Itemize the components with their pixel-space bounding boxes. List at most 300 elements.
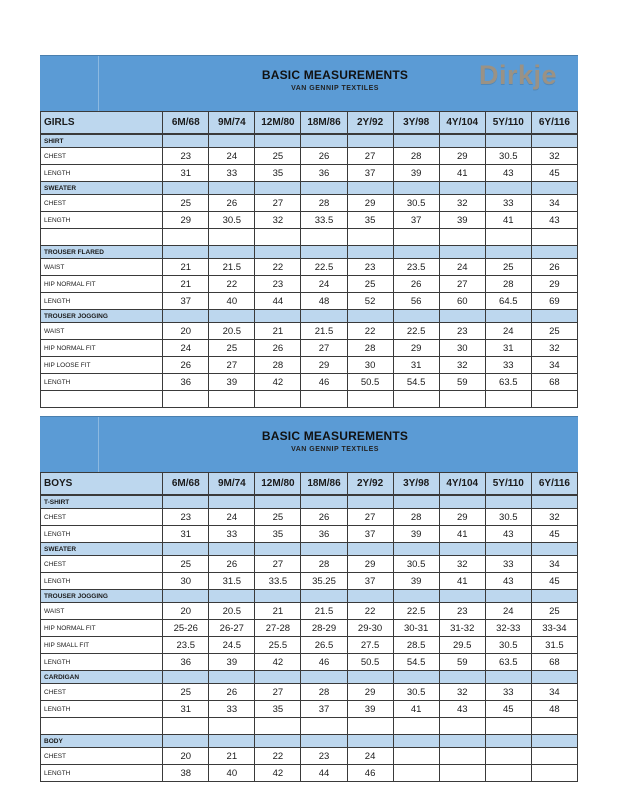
- section-cell: [393, 182, 439, 195]
- measurement-cell: 37: [347, 165, 393, 182]
- table-header-row: [41, 473, 578, 496]
- measurement-cell: 26: [531, 259, 577, 276]
- section-cell: [531, 735, 577, 748]
- measurement-row: [41, 603, 578, 620]
- section-gap: [40, 408, 578, 416]
- group-label: GIRLS: [41, 112, 163, 135]
- measurement-cell: 30: [439, 340, 485, 357]
- size-column-header: 3Y/98: [393, 112, 439, 135]
- measurement-cell: 26-27: [209, 620, 255, 637]
- measurement-cell: 33: [209, 701, 255, 718]
- measurement-cell: 63.5: [485, 374, 531, 391]
- measurement-cell: 21: [163, 276, 209, 293]
- section-cell: [439, 590, 485, 603]
- measurement-cell: 25: [163, 195, 209, 212]
- measurement-cell: 24: [439, 259, 485, 276]
- section-cell: [163, 182, 209, 195]
- section-cell: [393, 735, 439, 748]
- measurement-cell: 22.5: [301, 259, 347, 276]
- measurement-row: [41, 748, 578, 765]
- empty-cell: [485, 229, 531, 246]
- measurement-cell: 32-33: [485, 620, 531, 637]
- measurement-cell: 26: [301, 509, 347, 526]
- measurement-cell: 22: [255, 748, 301, 765]
- measurement-cell: 30-31: [393, 620, 439, 637]
- measurement-row: [41, 637, 578, 654]
- section-cell: [485, 590, 531, 603]
- section-cell: [255, 182, 301, 195]
- section-cell: [531, 495, 577, 509]
- empty-row: [41, 229, 578, 246]
- section-cell: [439, 134, 485, 148]
- measurement-cell: 25: [255, 148, 301, 165]
- row-label: WAIST: [41, 603, 163, 620]
- measurement-row: [41, 212, 578, 229]
- measurement-cell: 30.5: [485, 148, 531, 165]
- measurement-cell: 36: [163, 654, 209, 671]
- section-cell: [255, 134, 301, 148]
- empty-cell: [301, 718, 347, 735]
- empty-label-cell: [41, 718, 163, 735]
- size-column-header: 9M/74: [209, 473, 255, 496]
- empty-cell: [531, 229, 577, 246]
- group-label: BOYS: [41, 473, 163, 496]
- measurement-cell: 24: [163, 340, 209, 357]
- row-label: LENGTH: [41, 654, 163, 671]
- measurement-row: [41, 340, 578, 357]
- row-label: CHEST: [41, 684, 163, 701]
- section-cell: [531, 671, 577, 684]
- measurement-cell: 28-29: [301, 620, 347, 637]
- measurement-cell: 37: [347, 526, 393, 543]
- measurement-row: [41, 573, 578, 590]
- section-cell: [301, 543, 347, 556]
- measurement-cell: [393, 765, 439, 782]
- section-cell: [439, 543, 485, 556]
- measurement-cell: 20.5: [209, 603, 255, 620]
- measurement-cell: 43: [439, 701, 485, 718]
- section-cell: [347, 543, 393, 556]
- section-row: [41, 671, 578, 684]
- section-cell: [301, 134, 347, 148]
- section-cell: [209, 495, 255, 509]
- measurement-cell: 46: [301, 654, 347, 671]
- section-label: TROUSER FLARED: [41, 246, 163, 259]
- boys-header-band: [40, 416, 578, 472]
- measurement-cell: 33: [485, 684, 531, 701]
- measurement-row: [41, 195, 578, 212]
- empty-cell: [439, 391, 485, 408]
- measurement-cell: 36: [301, 526, 347, 543]
- measurement-cell: 35: [255, 165, 301, 182]
- measurement-cell: 35: [347, 212, 393, 229]
- empty-cell: [393, 391, 439, 408]
- section-label: CARDIGAN: [41, 671, 163, 684]
- measurement-cell: 23.5: [393, 259, 439, 276]
- measurement-cell: 29: [531, 276, 577, 293]
- measurement-cell: 37: [347, 573, 393, 590]
- measurement-cell: 39: [347, 701, 393, 718]
- measurement-cell: 43: [485, 526, 531, 543]
- empty-cell: [255, 718, 301, 735]
- section-cell: [163, 310, 209, 323]
- section-cell: [255, 543, 301, 556]
- measurement-cell: 41: [439, 573, 485, 590]
- measurement-cell: 27: [255, 195, 301, 212]
- measurement-cell: 33: [209, 526, 255, 543]
- row-label: HIP NORMAL FIT: [41, 340, 163, 357]
- measurement-cell: 25.5: [255, 637, 301, 654]
- measurement-cell: 31.5: [531, 637, 577, 654]
- measurement-cell: 27: [301, 340, 347, 357]
- measurement-cell: 25: [531, 603, 577, 620]
- section-cell: [347, 495, 393, 509]
- measurement-cell: 34: [531, 357, 577, 374]
- empty-cell: [163, 229, 209, 246]
- measurement-cell: 28: [393, 148, 439, 165]
- measurement-cell: 64.5: [485, 293, 531, 310]
- measurement-row: [41, 293, 578, 310]
- section-cell: [301, 246, 347, 259]
- measurement-row: [41, 357, 578, 374]
- section-cell: [255, 735, 301, 748]
- empty-label-cell: [41, 391, 163, 408]
- section-cell: [393, 590, 439, 603]
- section-row: [41, 182, 578, 195]
- boys-section: [40, 416, 578, 782]
- size-column-header: 18M/86: [301, 112, 347, 135]
- measurement-cell: 44: [255, 293, 301, 310]
- section-cell: [255, 246, 301, 259]
- section-row: [41, 246, 578, 259]
- row-label: CHEST: [41, 748, 163, 765]
- row-label: LENGTH: [41, 701, 163, 718]
- size-column-header: 4Y/104: [439, 473, 485, 496]
- section-cell: [393, 134, 439, 148]
- section-row: [41, 590, 578, 603]
- measurement-cell: 30: [163, 573, 209, 590]
- section-cell: [163, 246, 209, 259]
- measurement-cell: 46: [347, 765, 393, 782]
- section-cell: [209, 246, 255, 259]
- measurement-cell: 20: [163, 323, 209, 340]
- measurement-cell: 37: [163, 293, 209, 310]
- measurement-cell: 42: [255, 374, 301, 391]
- measurement-cell: 43: [485, 573, 531, 590]
- measurement-cell: 24: [485, 603, 531, 620]
- size-column-header: 4Y/104: [439, 112, 485, 135]
- section-row: [41, 495, 578, 509]
- measurement-cell: 26: [301, 148, 347, 165]
- section-label: T-SHIRT: [41, 495, 163, 509]
- measurement-cell: 34: [531, 684, 577, 701]
- measurement-cell: 59: [439, 654, 485, 671]
- row-label: LENGTH: [41, 765, 163, 782]
- measurement-cell: [439, 765, 485, 782]
- empty-cell: [301, 229, 347, 246]
- measurement-cell: 22: [255, 259, 301, 276]
- size-column-header: 6M/68: [163, 473, 209, 496]
- row-label: HIP SMALL FIT: [41, 637, 163, 654]
- measurement-row: [41, 765, 578, 782]
- measurement-cell: 40: [209, 293, 255, 310]
- measurement-cell: 31: [163, 701, 209, 718]
- measurement-cell: 32: [531, 340, 577, 357]
- measurement-cell: 32: [531, 148, 577, 165]
- section-cell: [439, 735, 485, 748]
- measurement-cell: 41: [393, 701, 439, 718]
- empty-cell: [439, 229, 485, 246]
- measurement-cell: 29: [347, 556, 393, 573]
- measurement-cell: 29: [439, 148, 485, 165]
- measurement-cell: 25: [163, 556, 209, 573]
- measurement-cell: 23: [163, 509, 209, 526]
- section-cell: [163, 590, 209, 603]
- section-cell: [347, 310, 393, 323]
- measurement-cell: 20: [163, 748, 209, 765]
- measurement-cell: 33.5: [255, 573, 301, 590]
- section-cell: [255, 495, 301, 509]
- measurement-cell: 41: [485, 212, 531, 229]
- row-label: LENGTH: [41, 165, 163, 182]
- empty-cell: [439, 718, 485, 735]
- measurement-cell: 28: [485, 276, 531, 293]
- section-cell: [393, 246, 439, 259]
- section-cell: [255, 671, 301, 684]
- measurement-row: [41, 620, 578, 637]
- empty-cell: [163, 718, 209, 735]
- measurement-cell: 23: [301, 748, 347, 765]
- measurement-cell: 68: [531, 654, 577, 671]
- size-column-header: 18M/86: [301, 473, 347, 496]
- measurement-cell: 26: [255, 340, 301, 357]
- row-label: HIP NORMAL FIT: [41, 620, 163, 637]
- section-cell: [485, 134, 531, 148]
- measurement-cell: 28: [255, 357, 301, 374]
- measurement-cell: 30.5: [485, 509, 531, 526]
- measurement-cell: 41: [439, 526, 485, 543]
- section-cell: [485, 543, 531, 556]
- size-column-header: 3Y/98: [393, 473, 439, 496]
- section-cell: [439, 495, 485, 509]
- measurement-cell: 35: [255, 701, 301, 718]
- table-subtitle: VAN GENNIP TEXTILES: [291, 446, 379, 453]
- measurement-cell: 25: [485, 259, 531, 276]
- measurement-cell: 29.5: [439, 637, 485, 654]
- table-title: BASIC MEASUREMENTS: [261, 68, 409, 82]
- measurement-row: [41, 323, 578, 340]
- measurement-cell: 45: [531, 165, 577, 182]
- row-label: WAIST: [41, 323, 163, 340]
- measurement-cell: 43: [485, 165, 531, 182]
- measurement-cell: 28.5: [393, 637, 439, 654]
- empty-cell: [163, 391, 209, 408]
- empty-cell: [209, 391, 255, 408]
- measurement-cell: 25: [163, 684, 209, 701]
- section-label: SWEATER: [41, 543, 163, 556]
- row-label: HIP LOOSE FIT: [41, 357, 163, 374]
- measurement-cell: 30: [347, 357, 393, 374]
- row-label: LENGTH: [41, 212, 163, 229]
- measurement-cell: [485, 765, 531, 782]
- measurement-cell: 21: [163, 259, 209, 276]
- empty-cell: [255, 229, 301, 246]
- section-cell: [531, 310, 577, 323]
- section-cell: [209, 134, 255, 148]
- measurement-row: [41, 684, 578, 701]
- measurement-cell: 25: [209, 340, 255, 357]
- measurement-cell: [531, 765, 577, 782]
- boys-size-table: [40, 472, 578, 782]
- section-cell: [485, 671, 531, 684]
- section-cell: [531, 543, 577, 556]
- measurement-cell: 45: [531, 573, 577, 590]
- measurement-cell: 21.5: [301, 323, 347, 340]
- measurement-cell: 25: [255, 509, 301, 526]
- section-row: [41, 543, 578, 556]
- measurement-cell: 44: [301, 765, 347, 782]
- section-cell: [485, 246, 531, 259]
- measurement-cell: 24: [301, 276, 347, 293]
- size-column-header: 12M/80: [255, 473, 301, 496]
- measurement-cell: 36: [163, 374, 209, 391]
- girls-size-table: [40, 111, 578, 408]
- empty-cell: [393, 229, 439, 246]
- section-cell: [163, 735, 209, 748]
- measurement-cell: 56: [393, 293, 439, 310]
- section-cell: [393, 310, 439, 323]
- empty-cell: [393, 718, 439, 735]
- section-cell: [485, 182, 531, 195]
- empty-cell: [531, 718, 577, 735]
- section-cell: [301, 495, 347, 509]
- measurement-cell: 29: [301, 357, 347, 374]
- row-label: WAIST: [41, 259, 163, 276]
- measurement-cell: 31: [485, 340, 531, 357]
- row-label: LENGTH: [41, 573, 163, 590]
- measurement-cell: 27-28: [255, 620, 301, 637]
- measurement-row: [41, 509, 578, 526]
- section-cell: [163, 543, 209, 556]
- measurement-cell: 33-34: [531, 620, 577, 637]
- measurement-cell: 52: [347, 293, 393, 310]
- section-cell: [347, 735, 393, 748]
- size-column-header: 5Y/110: [485, 112, 531, 135]
- measurement-row: [41, 654, 578, 671]
- section-cell: [255, 590, 301, 603]
- measurement-cell: 36: [301, 165, 347, 182]
- measurement-cell: 35.25: [301, 573, 347, 590]
- section-cell: [163, 671, 209, 684]
- measurement-cell: 20.5: [209, 323, 255, 340]
- measurement-cell: 24: [209, 148, 255, 165]
- measurement-cell: 29: [393, 340, 439, 357]
- girls-section: [40, 55, 578, 408]
- row-label: LENGTH: [41, 374, 163, 391]
- section-cell: [531, 134, 577, 148]
- measurement-cell: 33.5: [301, 212, 347, 229]
- empty-cell: [301, 391, 347, 408]
- measurement-cell: 26: [209, 195, 255, 212]
- measurement-cell: 30.5: [393, 556, 439, 573]
- row-label: CHEST: [41, 509, 163, 526]
- section-row: [41, 310, 578, 323]
- empty-cell: [255, 391, 301, 408]
- measurement-cell: 28: [347, 340, 393, 357]
- section-cell: [485, 735, 531, 748]
- measurement-cell: 23.5: [163, 637, 209, 654]
- section-cell: [301, 735, 347, 748]
- measurement-cell: 37: [393, 212, 439, 229]
- section-row: [41, 134, 578, 148]
- measurement-cell: 28: [301, 556, 347, 573]
- measurement-cell: 32: [439, 556, 485, 573]
- measurement-cell: 26: [209, 684, 255, 701]
- measurement-cell: 63.5: [485, 654, 531, 671]
- section-cell: [301, 590, 347, 603]
- section-cell: [163, 134, 209, 148]
- measurement-cell: 25: [347, 276, 393, 293]
- section-cell: [255, 310, 301, 323]
- measurement-cell: 27: [439, 276, 485, 293]
- measurement-cell: 27: [347, 148, 393, 165]
- measurement-cell: 21: [255, 603, 301, 620]
- section-cell: [209, 590, 255, 603]
- measurement-cell: 31: [163, 526, 209, 543]
- measurement-cell: 29: [347, 684, 393, 701]
- section-cell: [347, 590, 393, 603]
- measurement-cell: 27: [209, 357, 255, 374]
- section-cell: [439, 246, 485, 259]
- empty-cell: [485, 391, 531, 408]
- measurement-cell: 28: [393, 509, 439, 526]
- measurement-cell: 45: [485, 701, 531, 718]
- size-column-header: 2Y/92: [347, 473, 393, 496]
- section-label: TROUSER JOGGING: [41, 310, 163, 323]
- measurement-cell: 33: [485, 357, 531, 374]
- measurement-cell: 45: [531, 526, 577, 543]
- measurement-cell: 39: [209, 374, 255, 391]
- measurement-cell: 54.5: [393, 654, 439, 671]
- row-label: HIP NORMAL FIT: [41, 276, 163, 293]
- measurement-row: [41, 259, 578, 276]
- row-label: CHEST: [41, 195, 163, 212]
- measurement-cell: 23: [439, 603, 485, 620]
- section-cell: [531, 590, 577, 603]
- section-cell: [301, 310, 347, 323]
- section-cell: [209, 182, 255, 195]
- measurement-cell: 30.5: [209, 212, 255, 229]
- measurement-cell: 50.5: [347, 654, 393, 671]
- section-cell: [393, 671, 439, 684]
- empty-row: [41, 718, 578, 735]
- measurement-cell: 23: [163, 148, 209, 165]
- measurement-cell: 31: [163, 165, 209, 182]
- section-cell: [393, 543, 439, 556]
- measurement-cell: 34: [531, 556, 577, 573]
- measurement-cell: 27: [255, 684, 301, 701]
- empty-cell: [347, 718, 393, 735]
- measurement-cell: 48: [301, 293, 347, 310]
- measurement-cell: 39: [393, 526, 439, 543]
- measurement-cell: 31: [393, 357, 439, 374]
- size-column-header: 12M/80: [255, 112, 301, 135]
- section-cell: [439, 182, 485, 195]
- section-cell: [163, 495, 209, 509]
- measurement-cell: 32: [439, 357, 485, 374]
- measurement-cell: 35: [255, 526, 301, 543]
- measurement-cell: 23: [347, 259, 393, 276]
